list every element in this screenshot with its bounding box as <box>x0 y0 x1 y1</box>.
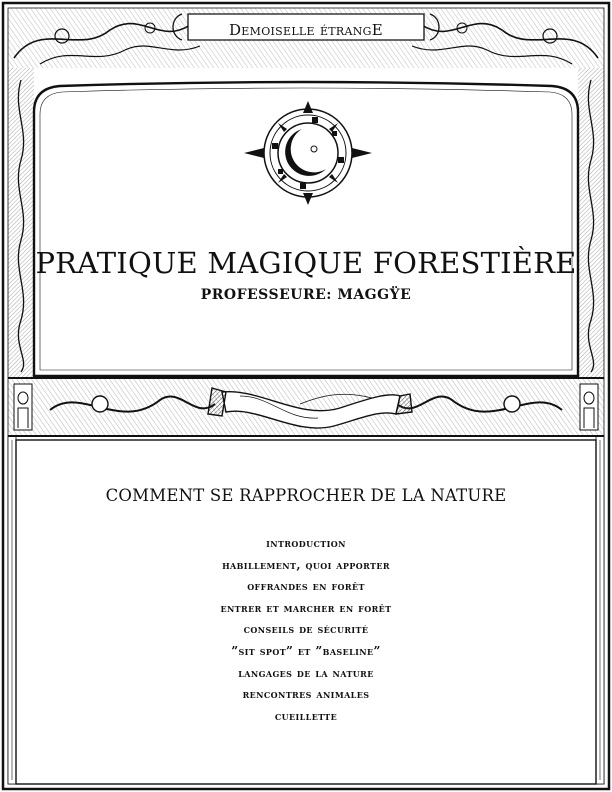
toc-item: rencontres animales <box>242 687 370 702</box>
toc-item: introduction <box>266 536 346 550</box>
brand-name: Demoiselle étrangE <box>228 21 383 39</box>
professor-line: PROFESSEURE: MAGGŸE <box>200 287 412 303</box>
toc-item: entrer et marcher en forêt <box>220 600 392 615</box>
table-of-contents <box>0 533 612 727</box>
toc-item: ”sit spot” et ”baseline” <box>231 643 381 658</box>
page-title: PRATIQUE MAGIQUE FORESTIÈRE <box>35 246 577 280</box>
toc-item: cueillette <box>274 708 338 723</box>
toc-item: conseils de sécurité <box>243 622 369 637</box>
section-title: COMMENT SE RAPPROCHER DE LA NATURE <box>105 486 507 505</box>
toc-item: offrandes en forêt <box>247 579 365 594</box>
toc-item: habillement, quoi apporter <box>222 557 390 572</box>
toc-item: langages de la nature <box>238 665 374 680</box>
